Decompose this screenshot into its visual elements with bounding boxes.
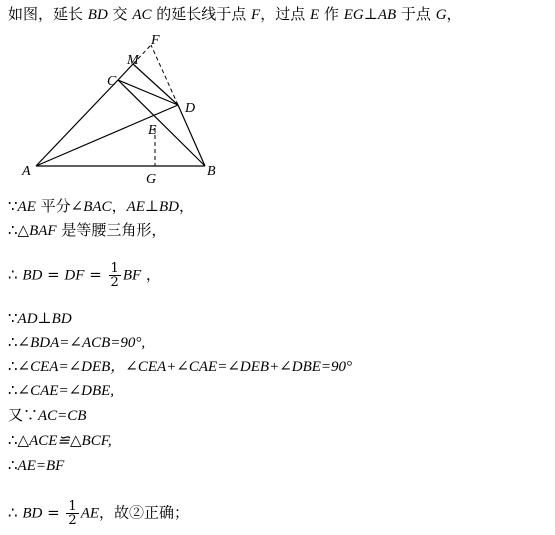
text-bisects: 平分∠ — [35, 197, 84, 215]
equals: = — [42, 265, 65, 284]
label-d: D — [185, 101, 196, 116]
intro-ab: AB — [377, 7, 397, 23]
math-angles-90: BDA=∠ACB=90°, — [30, 335, 146, 351]
therefore-symbol: ∴ — [8, 503, 23, 522]
comma: ， — [179, 197, 195, 215]
math-ae: AE — [126, 199, 145, 215]
segment-ac — [36, 80, 118, 166]
math-bf: BF — [122, 267, 142, 284]
intro-mid4: 作 — [319, 5, 344, 23]
label-g: G — [146, 172, 157, 187]
therefore-symbol: ∴△ — [8, 431, 30, 449]
intro-mid5: 于点 — [396, 5, 436, 23]
because-symbol: ∵ — [8, 197, 18, 215]
math-ae: AE — [80, 505, 100, 522]
fraction-denominator: 2 — [68, 513, 77, 528]
intro-f: F — [251, 7, 261, 23]
equals: = — [42, 503, 65, 522]
math-angle-equal: CAE=∠DBE, — [30, 383, 115, 399]
proof-line-10 — [8, 455, 64, 476]
geometry-figure — [0, 0, 555, 200]
intro-mid1: 交 — [107, 5, 133, 23]
proof-line-9 — [8, 430, 112, 451]
perp-symbol: ⊥ — [37, 309, 52, 327]
intro-eg: EG — [343, 7, 364, 23]
intro-end: ， — [446, 5, 462, 23]
math-baf: BAF — [29, 223, 57, 239]
math-bd: BD — [51, 311, 72, 327]
also-because-symbol: 又∵ — [8, 406, 39, 424]
proof-line-1 — [8, 196, 194, 217]
therefore-symbol: ∴∠ — [8, 357, 31, 375]
math-bd: BD — [159, 199, 180, 215]
comma: ， — [141, 265, 161, 284]
fraction-numerator: 1 — [68, 499, 77, 514]
math-ae-eq-bf: AE=BF — [17, 458, 65, 474]
text-isosceles: 是等腰三角形， — [56, 221, 167, 239]
fraction-numerator: 1 — [110, 261, 119, 276]
because-symbol: ∵ — [8, 309, 18, 327]
equals: = — [84, 265, 107, 284]
math-angle-sum: CEA=∠DEB，∠CEA+∠CAE=∠DEB+∠DBE=90° — [30, 359, 353, 375]
therefore-symbol: ∴△ — [8, 221, 30, 239]
math-df: DF — [64, 267, 85, 284]
math-ac-eq-cb: AC=CB — [38, 408, 87, 424]
perp-symbol: ⊥ — [144, 197, 160, 215]
segment-cd — [118, 80, 178, 105]
intro-mid3: ，过点 — [260, 5, 310, 23]
fraction-half — [109, 262, 121, 289]
proof-line-2 — [8, 220, 166, 241]
label-c: C — [107, 74, 117, 89]
math-ae: AE — [17, 199, 36, 215]
label-e: E — [148, 123, 157, 138]
label-f: F — [151, 33, 160, 48]
math-ad: AD — [17, 311, 38, 327]
intro-g: G — [435, 7, 447, 23]
math-bac: BAC — [83, 199, 112, 215]
therefore-symbol: ∴∠ — [8, 333, 31, 351]
proof-line-8 — [8, 405, 86, 426]
proof-line-6 — [8, 356, 352, 377]
therefore-symbol: ∴ — [8, 265, 23, 284]
intro-perp: ⊥ — [363, 5, 378, 23]
proof-line-4 — [8, 308, 72, 329]
math-bd: BD — [22, 267, 43, 284]
intro-ac: AC — [132, 7, 152, 23]
therefore-symbol: ∴∠ — [8, 381, 31, 399]
segment-cb — [118, 80, 205, 166]
segment-md — [133, 64, 178, 105]
intro-e: E — [310, 7, 320, 23]
conclusion-text: ，故②正确； — [99, 503, 190, 522]
math-bd: BD — [22, 505, 43, 522]
segment-ad — [36, 105, 178, 166]
proof-line-7 — [8, 380, 114, 401]
intro-mid2: 的延长线于点 — [151, 5, 252, 23]
math-congruent: ACE≌△BCF, — [29, 433, 112, 449]
label-b: B — [207, 164, 216, 179]
intro-prefix: 如图，延长 — [8, 5, 88, 23]
fraction-denominator: 2 — [110, 275, 119, 290]
fraction-half — [66, 500, 78, 527]
intro-bd: BD — [87, 7, 108, 23]
comma: ， — [111, 197, 127, 215]
proof-line-3 — [8, 262, 161, 289]
therefore-symbol: ∴ — [8, 456, 18, 474]
proof-line-5 — [8, 332, 145, 353]
proof-line-11 — [8, 500, 189, 527]
label-m: M — [127, 53, 139, 68]
label-a: A — [22, 164, 31, 179]
